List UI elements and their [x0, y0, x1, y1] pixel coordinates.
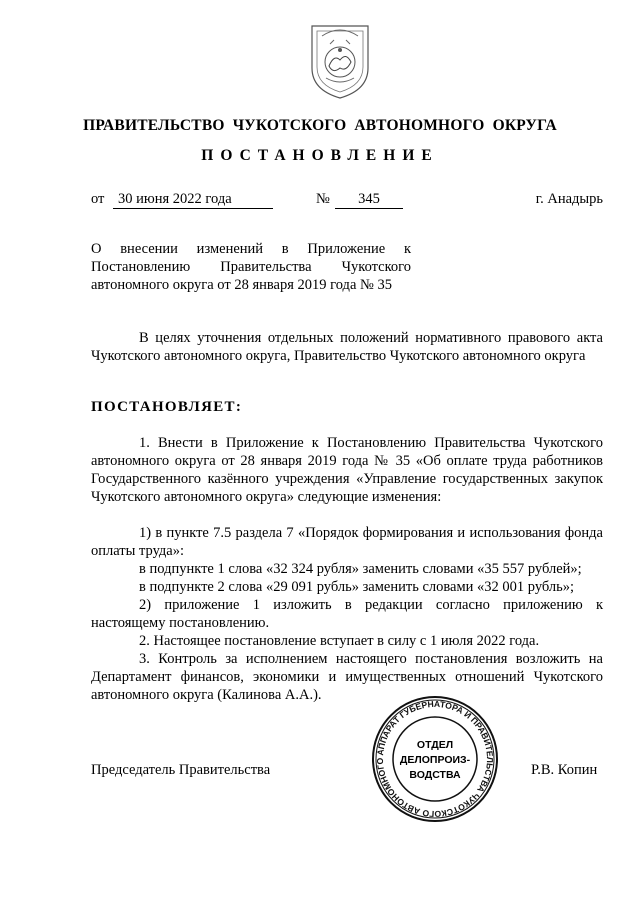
office-stamp: [371, 695, 499, 823]
organization-title: ПРАВИТЕЛЬСТВО ЧУКОТСКОГО АВТОНОМНОГО ОКРУГА: [83, 117, 557, 134]
stamp-line-1: ОТДЕЛ: [416, 739, 454, 751]
stamp-line-3: ВОДСТВА: [409, 769, 461, 781]
item-1-subitem-1-a: в подпункте 1 слова «32 324 рубля» заменить словами «35 557 рублей»;: [139, 561, 582, 577]
signatory-title: Председатель Правительства: [91, 762, 271, 778]
number-label: №: [316, 191, 330, 207]
resolves-heading: ПОСТАНОВЛЯЕТ:: [91, 399, 243, 415]
city: г. Анадырь: [535, 191, 603, 207]
item-1-subitem-1: 1) в пункте 7.5 раздела 7 «Порядок формирования и использования фонда оплаты труда»:: [91, 525, 603, 559]
stamp-ring-text: АППАРАТ ГУБЕРНАТОРА И ПРАВИТЕЛЬСТВА ЧУКОТСКОГО АВТОНОМНОГО: [374, 698, 496, 820]
document-type: ПОСТАНОВЛЕНИЕ: [201, 147, 439, 164]
document-subject: О внесении изменений в Приложение к Постановлению Правительства Чукотского автономного округа от 28 января 2019 года № 35: [91, 241, 411, 293]
item-1: 1. Внести в Приложение к Постановлению Правительства Чукотского автономного округа от 28 января 2019 года № 35 «Об оплате труда работников Государственного казённого учреждения «Управление государственных закупок Чукотского автономного округа» следующие изменения:: [91, 435, 603, 505]
item-1-subitem-1-b: в подпункте 2 слова «29 091 рубль» заменить словами «32 001 рубль»;: [139, 579, 575, 595]
signatory-name: Р.В. Копин: [531, 762, 598, 778]
document-meta-row: [91, 191, 603, 211]
date-field: [113, 191, 273, 209]
date-prefix: от: [91, 191, 105, 207]
coat-of-arms-icon: [300, 16, 380, 102]
item-2: 2. Настоящее постановление вступает в силу с 1 июля 2022 года.: [139, 633, 540, 649]
number-value: 345: [358, 191, 380, 207]
number-field: [335, 191, 403, 209]
date-value: 30 июня 2022 года: [118, 191, 232, 207]
item-1-subitem-2: 2) приложение 1 изложить в редакции согласно приложению к настоящему постановлению.: [91, 597, 603, 631]
stamp-line-2: ДЕЛОПРОИЗ-: [399, 754, 471, 766]
preamble: В целях уточнения отдельных положений нормативного правового акта Чукотского автономного округа, Правительство Чукотского автономного округа: [91, 330, 603, 364]
item-3: 3. Контроль за исполнением настоящего постановления возложить на Департамент финансов, экономики и имущественных отношений Чукотского автономного округа (Калинова А.А.).: [91, 651, 603, 703]
